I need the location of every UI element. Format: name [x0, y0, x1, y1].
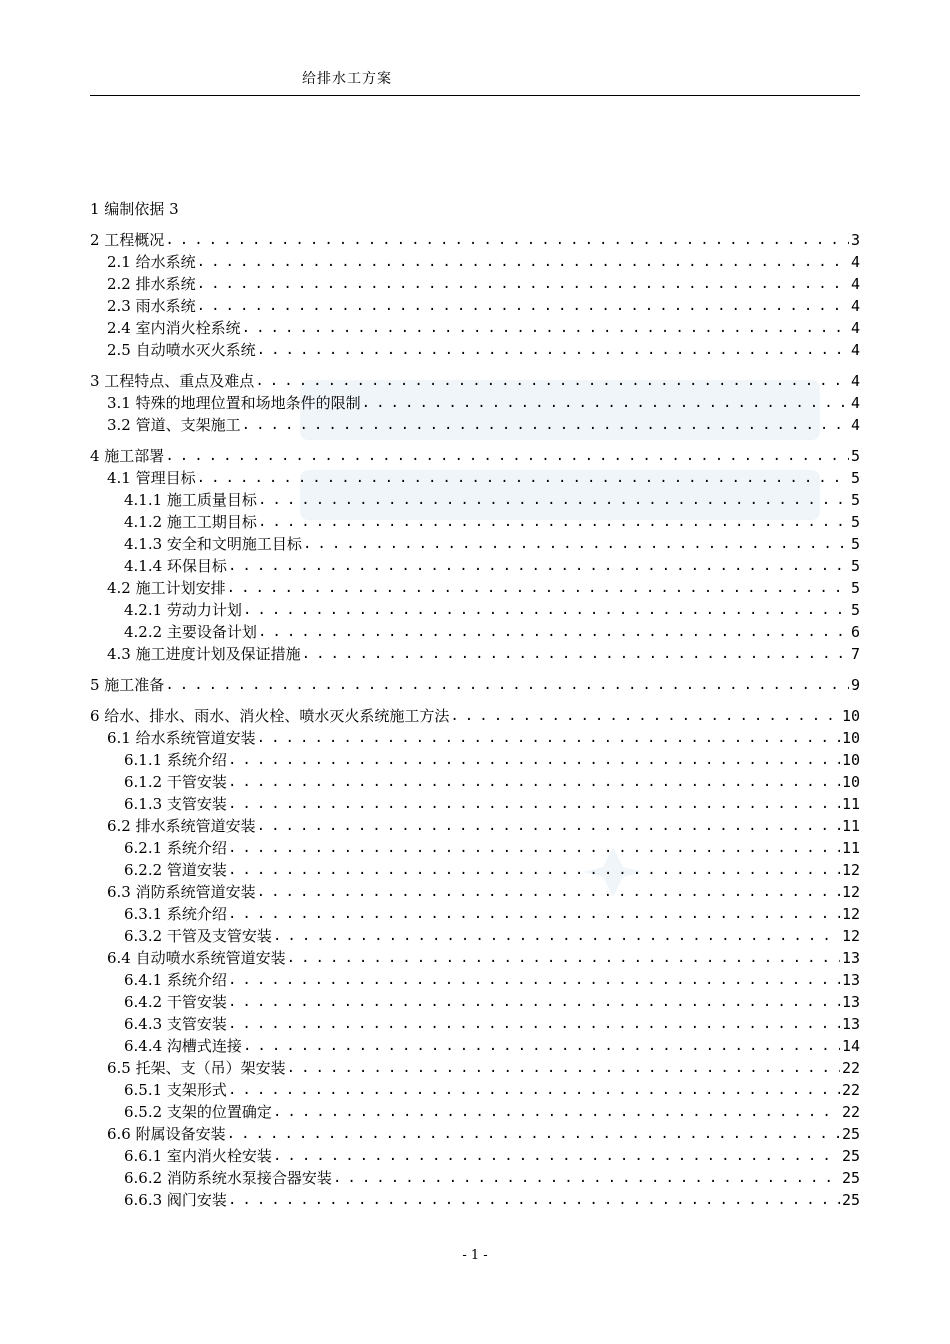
- toc-entry-page: 22: [841, 1081, 860, 1099]
- toc-entry-page: 4: [850, 394, 860, 412]
- toc-entry-page: 13: [841, 971, 860, 989]
- toc-dot-leader: [227, 1123, 840, 1145]
- toc-entry-page: 13: [841, 993, 860, 1011]
- toc-entry-page: 11: [841, 839, 860, 857]
- toc-entry-label: 4.1 管理目标: [107, 469, 196, 487]
- toc-entry[interactable]: [90, 577, 860, 599]
- toc-entry-page: 5: [850, 469, 860, 487]
- toc-entry-page: 5: [850, 491, 860, 509]
- toc-entry-page: 10: [841, 773, 860, 791]
- toc-entry-label: 3.1 特殊的地理位置和场地条件的限制: [107, 394, 361, 412]
- toc-dot-leader: [197, 273, 849, 295]
- toc-entry-label: 2.2 排水系统: [107, 275, 196, 293]
- toc-entry[interactable]: [90, 370, 860, 392]
- toc-entry-label: 6.6 附属设备安装: [107, 1125, 226, 1143]
- toc-entry[interactable]: [90, 749, 860, 771]
- toc-entry-page: 12: [841, 927, 860, 945]
- toc-entry[interactable]: [90, 251, 860, 273]
- toc-entry-label: 1 编制依据 3: [90, 200, 179, 218]
- toc-dot-leader: [257, 339, 849, 361]
- toc-entry-page: 12: [841, 861, 860, 879]
- toc-dot-leader: [197, 467, 849, 489]
- toc-entry-page: 13: [841, 1015, 860, 1033]
- toc-entry-page: 9: [850, 676, 860, 694]
- toc-entry[interactable]: [90, 489, 860, 511]
- toc-dot-leader: [243, 1035, 840, 1057]
- toc-dot-leader: [228, 1079, 840, 1101]
- toc-entry-page: 25: [841, 1147, 860, 1165]
- toc-entry[interactable]: [90, 793, 860, 815]
- toc-dot-leader: [197, 295, 849, 317]
- toc-dot-leader: [257, 815, 840, 837]
- page-number: - 1 -: [462, 1248, 488, 1263]
- toc-entry-page: 13: [841, 949, 860, 967]
- toc-entry-page: 25: [841, 1125, 860, 1143]
- toc-entry[interactable]: [90, 555, 860, 577]
- toc-entry[interactable]: [90, 1189, 860, 1211]
- toc-dot-leader: [165, 229, 849, 251]
- toc-dot-leader: [255, 370, 849, 392]
- toc-entry-label: 6 给水、排水、雨水、消火栓、喷水灭火系统施工方法: [90, 707, 450, 725]
- toc-dot-leader: [258, 511, 849, 533]
- toc-entry[interactable]: [90, 815, 860, 837]
- toc-entry-label: 6.5.2 支架的位置确定: [124, 1103, 272, 1121]
- toc-entry-label: 4.1.2 施工工期目标: [124, 513, 257, 531]
- toc-entry-label: 4.2.2 主要设备计划: [124, 623, 257, 641]
- toc-dot-leader: [273, 1145, 840, 1167]
- toc-dot-leader: [287, 1057, 840, 1079]
- toc-entry-page: 4: [850, 297, 860, 315]
- toc-entry-label: 6.3.1 系统介绍: [124, 905, 227, 923]
- toc-entry-page: 4: [850, 275, 860, 293]
- toc-entry-label: 2.3 雨水系统: [107, 297, 196, 315]
- header-divider: [90, 95, 860, 96]
- toc-dot-leader: [273, 925, 840, 947]
- toc-entry-label: 6.4.2 干管安装: [124, 993, 227, 1011]
- toc-dot-leader: [303, 533, 849, 555]
- toc-entry-page: 5: [850, 601, 860, 619]
- toc-entry-label: 6.4.1 系统介绍: [124, 971, 227, 989]
- toc-dot-leader: [228, 969, 840, 991]
- toc-entry[interactable]: [90, 881, 860, 903]
- toc-dot-leader: [228, 859, 840, 881]
- toc-entry[interactable]: [90, 859, 860, 881]
- toc-entry[interactable]: [90, 533, 860, 555]
- toc-dot-leader: [228, 555, 849, 577]
- toc-entry-page: 7: [850, 645, 860, 663]
- toc-entry-page: 4: [850, 372, 860, 390]
- toc-entry-label: 6.6.1 室内消火栓安装: [124, 1147, 272, 1165]
- toc-entry[interactable]: [90, 198, 860, 220]
- toc-entry-label: 4.2.1 劳动力计划: [124, 601, 242, 619]
- toc-entry-page: 5: [850, 535, 860, 553]
- toc-entry-label: 6.1 给水系统管道安装: [107, 729, 256, 747]
- toc-entry-page: 22: [841, 1103, 860, 1121]
- toc-entry[interactable]: [90, 229, 860, 251]
- toc-dot-leader: [228, 1189, 840, 1211]
- toc-entry-page: 6: [850, 623, 860, 641]
- toc-entry-label: 6.6.2 消防系统水泵接合器安装: [124, 1169, 332, 1187]
- toc-entry-label: 2 工程概况: [90, 231, 165, 249]
- toc-entry-label: 2.4 室内消火栓系统: [107, 319, 241, 337]
- toc-entry[interactable]: [90, 1145, 860, 1167]
- toc-entry-page: 5: [850, 557, 860, 575]
- toc-entry-page: 10: [841, 751, 860, 769]
- toc-dot-leader: [228, 837, 840, 859]
- toc-entry-page: 4: [850, 253, 860, 271]
- toc-entry-label: 4.1.3 安全和文明施工目标: [124, 535, 302, 553]
- toc-dot-leader: [242, 414, 849, 436]
- toc-entry-label: 6.4 自动喷水系统管道安装: [107, 949, 286, 967]
- toc-entry[interactable]: [90, 511, 860, 533]
- toc-dot-leader: [242, 317, 849, 339]
- toc-dot-leader: [228, 903, 840, 925]
- toc-entry-label: 6.2.1 系统介绍: [124, 839, 227, 857]
- toc-entry-label: 6.4.3 支管安装: [124, 1015, 227, 1033]
- toc-entry[interactable]: [90, 1123, 860, 1145]
- toc-dot-leader: [227, 577, 849, 599]
- toc-dot-leader: [228, 1013, 840, 1035]
- toc-entry-label: 6.5 托架、支（吊）架安装: [107, 1059, 286, 1077]
- toc-entry-page: 14: [841, 1037, 860, 1055]
- toc-entry[interactable]: [90, 392, 860, 414]
- toc-entry-label: 3 工程特点、重点及难点: [90, 372, 255, 390]
- toc-entry[interactable]: [90, 991, 860, 1013]
- toc-dot-leader: [362, 392, 849, 414]
- toc-entry-page: 5: [850, 513, 860, 531]
- toc-entry[interactable]: [90, 445, 860, 467]
- toc-dot-leader: [273, 1101, 840, 1123]
- toc-entry-page: 4: [850, 416, 860, 434]
- toc-entry-label: 4 施工部署: [90, 447, 165, 465]
- toc-entry-label: 6.1.2 干管安装: [124, 773, 227, 791]
- toc-dot-leader: [257, 881, 840, 903]
- toc-entry[interactable]: [90, 947, 860, 969]
- toc-entry-page: 4: [850, 319, 860, 337]
- toc-entry-page: 5: [850, 447, 860, 465]
- toc-dot-leader: [450, 705, 840, 727]
- toc-entry-page: 11: [841, 795, 860, 813]
- toc-entry[interactable]: [90, 674, 860, 696]
- toc-entry[interactable]: [90, 969, 860, 991]
- toc-entry-page: 12: [841, 905, 860, 923]
- toc-entry-label: 5 施工准备: [90, 676, 165, 694]
- toc-entry[interactable]: [90, 771, 860, 793]
- toc-entry-label: 6.2.2 管道安装: [124, 861, 227, 879]
- toc-entry-page: 12: [841, 883, 860, 901]
- toc-entry-label: 4.3 施工进度计划及保证措施: [107, 645, 301, 663]
- toc-entry[interactable]: [90, 903, 860, 925]
- toc-entry-label: 6.1.1 系统介绍: [124, 751, 227, 769]
- toc-dot-leader: [197, 251, 849, 273]
- toc-dot-leader: [228, 793, 840, 815]
- toc-entry-label: 4.1.1 施工质量目标: [124, 491, 257, 509]
- toc-entry-page: 25: [841, 1169, 860, 1187]
- toc-entry-label: 2.1 给水系统: [107, 253, 196, 271]
- table-of-contents: [90, 198, 860, 1211]
- toc-entry-label: 3.2 管道、支架施工: [107, 416, 241, 434]
- toc-entry[interactable]: [90, 1079, 860, 1101]
- toc-dot-leader: [228, 991, 840, 1013]
- toc-dot-leader: [243, 599, 849, 621]
- toc-entry-page: 4: [850, 341, 860, 359]
- toc-entry[interactable]: [90, 925, 860, 947]
- toc-entry[interactable]: [90, 1013, 860, 1035]
- toc-entry[interactable]: [90, 317, 860, 339]
- toc-entry-label: 6.2 排水系统管道安装: [107, 817, 256, 835]
- toc-entry-label: 4.1.4 环保目标: [124, 557, 227, 575]
- toc-entry-page: 25: [841, 1191, 860, 1209]
- toc-entry-page: 3: [850, 231, 860, 249]
- toc-entry-page: 5: [850, 579, 860, 597]
- toc-entry[interactable]: [90, 295, 860, 317]
- toc-entry-page: 10: [841, 729, 860, 747]
- toc-entry[interactable]: [90, 837, 860, 859]
- toc-dot-leader: [258, 489, 849, 511]
- toc-entry[interactable]: [90, 621, 860, 643]
- toc-entry-label: 6.3 消防系统管道安装: [107, 883, 256, 901]
- toc-dot-leader: [333, 1167, 840, 1189]
- page-header-title: 给排水工方案: [302, 71, 392, 87]
- toc-entry[interactable]: [90, 599, 860, 621]
- toc-entry[interactable]: [90, 273, 860, 295]
- toc-entry[interactable]: [90, 414, 860, 436]
- toc-entry-label: 2.5 自动喷水灭火系统: [107, 341, 256, 359]
- toc-dot-leader: [165, 445, 849, 467]
- toc-entry-page: 11: [841, 817, 860, 835]
- toc-entry[interactable]: [90, 1035, 860, 1057]
- toc-dot-leader: [258, 621, 849, 643]
- toc-entry-label: 4.2 施工计划安排: [107, 579, 226, 597]
- toc-entry[interactable]: [90, 1101, 860, 1123]
- toc-entry-label: 6.4.4 沟槽式连接: [124, 1037, 242, 1055]
- toc-entry-label: 6.5.1 支架形式: [124, 1081, 227, 1099]
- toc-dot-leader: [165, 674, 849, 696]
- toc-dot-leader: [228, 749, 840, 771]
- toc-entry[interactable]: [90, 727, 860, 749]
- toc-dot-leader: [257, 727, 840, 749]
- toc-entry[interactable]: [90, 705, 860, 727]
- toc-dot-leader: [228, 771, 840, 793]
- toc-entry-label: 6.1.3 支管安装: [124, 795, 227, 813]
- toc-entry-page: 22: [841, 1059, 860, 1077]
- toc-dot-leader: [287, 947, 840, 969]
- toc-entry-label: 6.6.3 阀门安装: [124, 1191, 227, 1209]
- toc-entry-label: 6.3.2 干管及支管安装: [124, 927, 272, 945]
- toc-entry[interactable]: [90, 1167, 860, 1189]
- toc-entry[interactable]: [90, 1057, 860, 1079]
- toc-entry-page: 10: [841, 707, 860, 725]
- toc-entry[interactable]: [90, 467, 860, 489]
- toc-dot-leader: [302, 643, 849, 665]
- toc-entry[interactable]: [90, 339, 860, 361]
- toc-entry[interactable]: [90, 643, 860, 665]
